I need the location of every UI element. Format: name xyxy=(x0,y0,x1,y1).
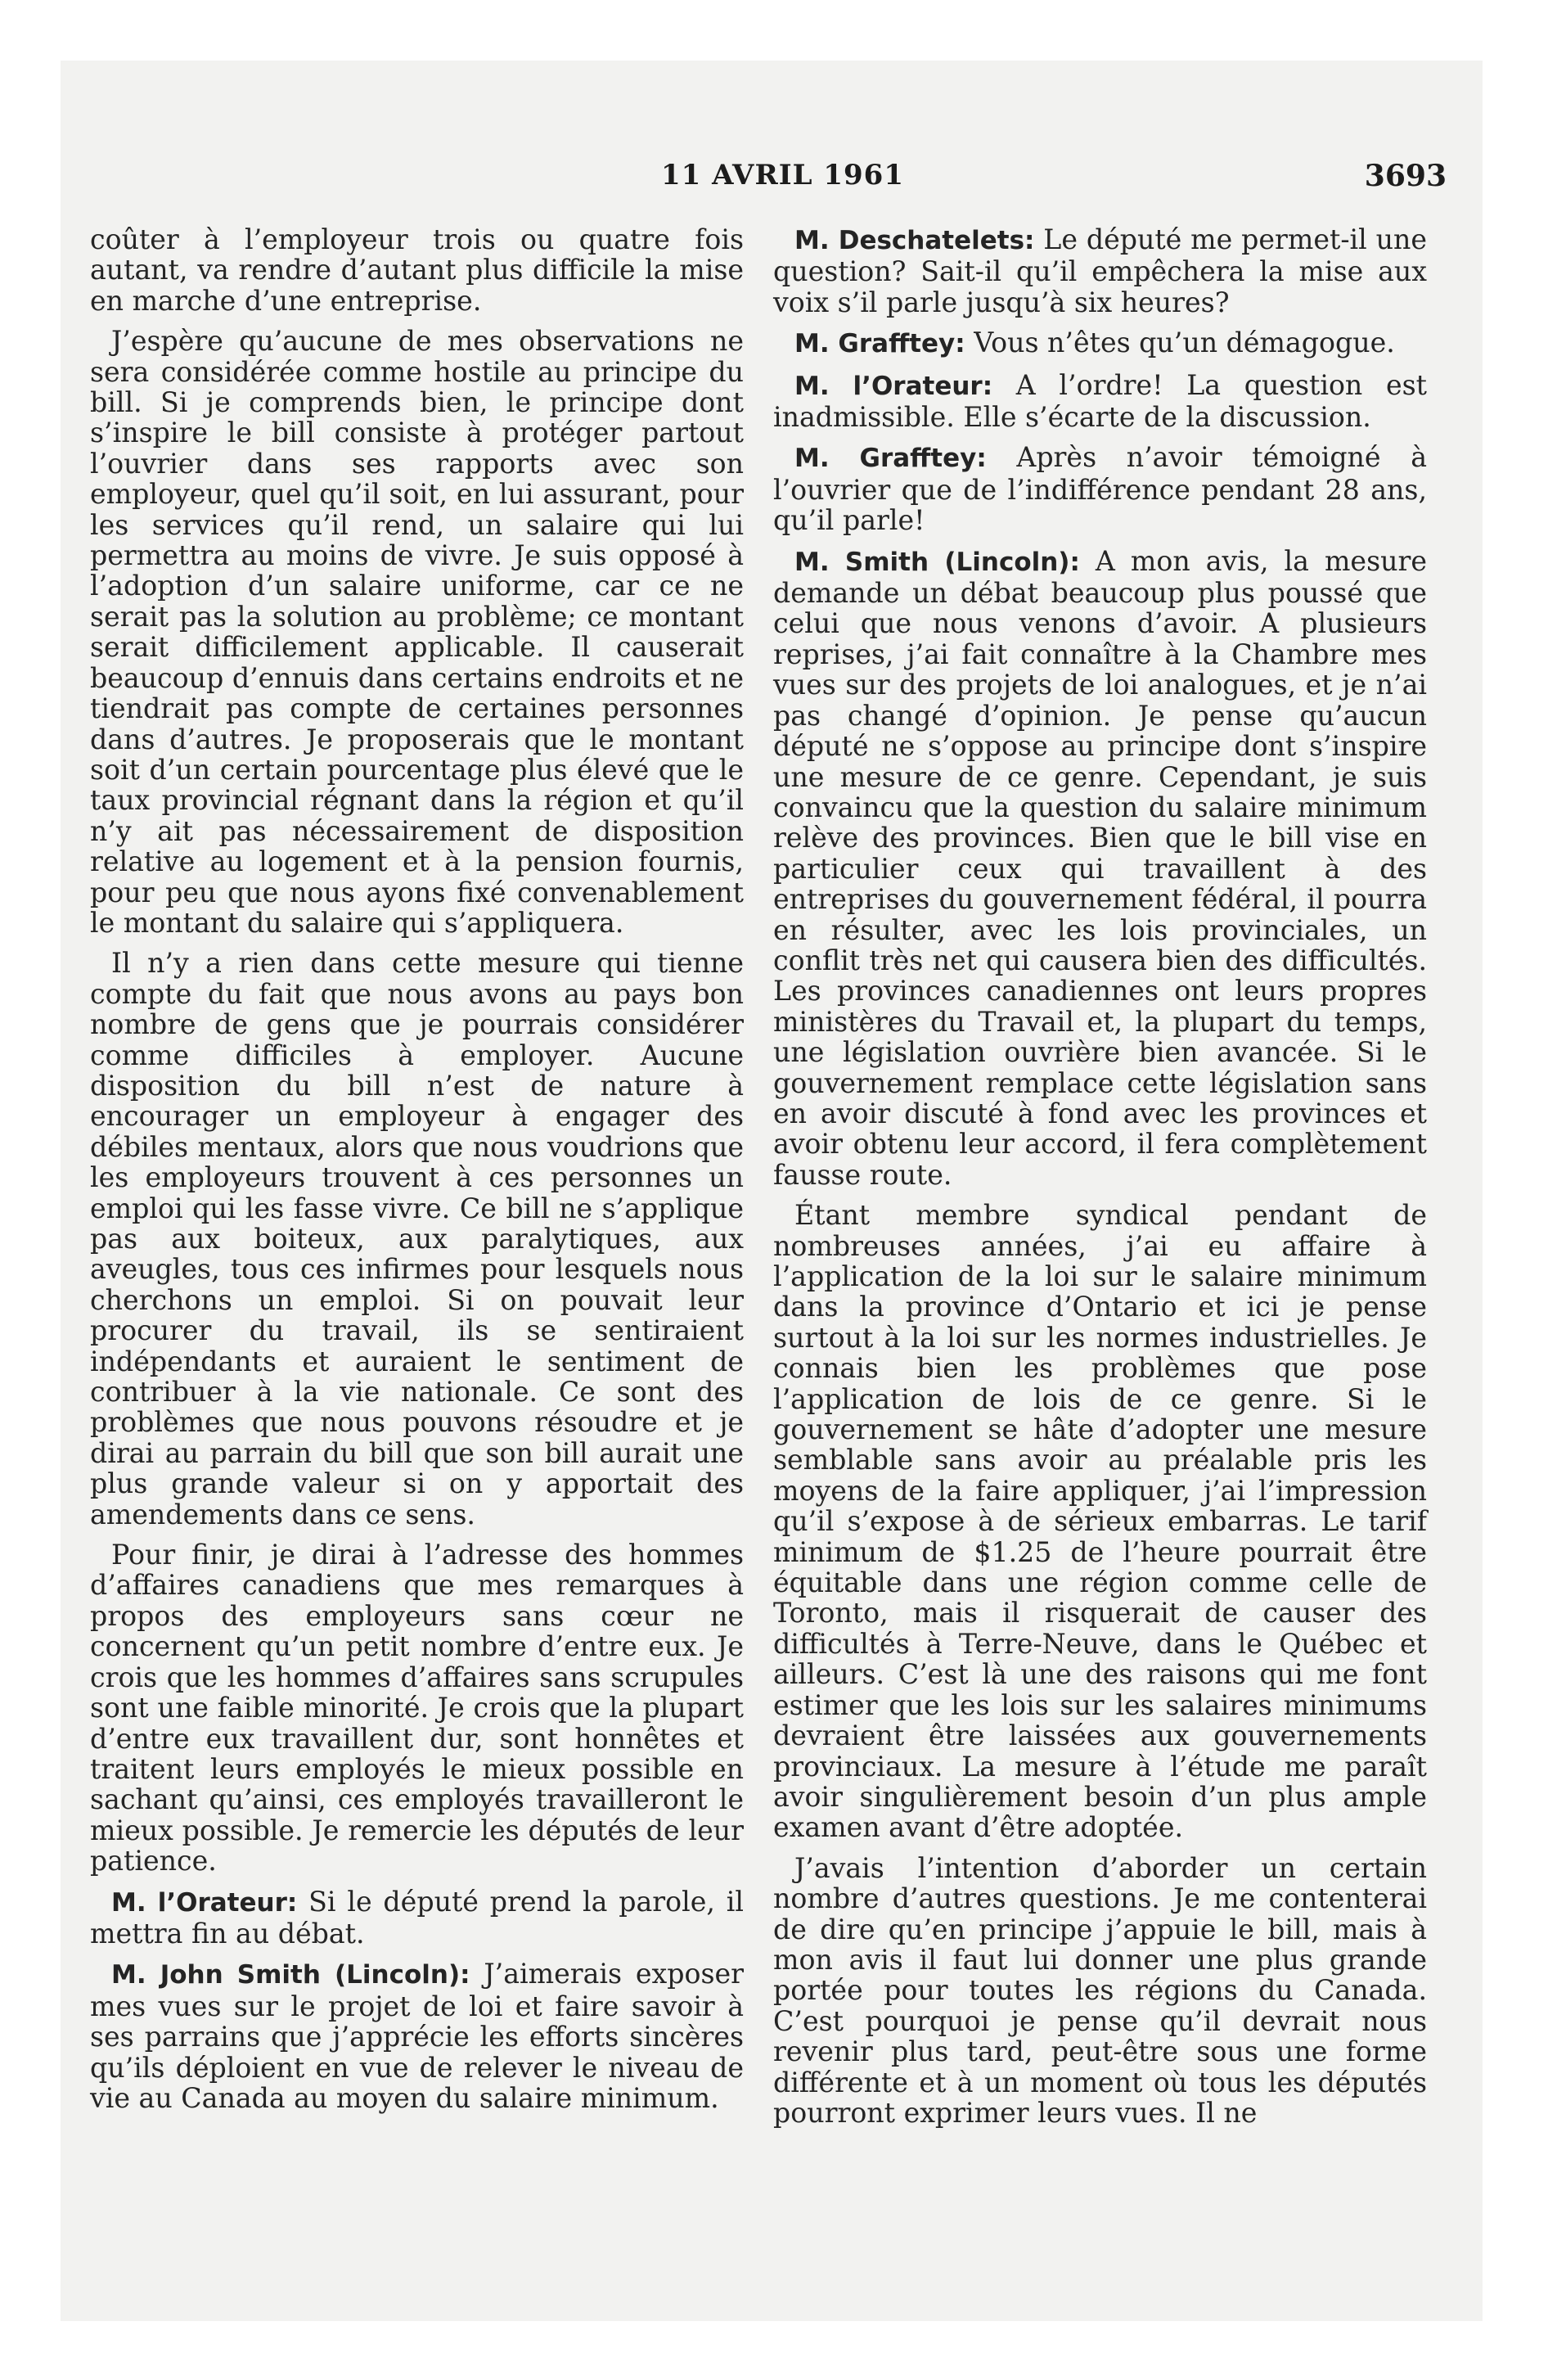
speech-text: Si le député prend la parole, il mettra fin au débat. xyxy=(90,1885,744,1950)
speech-paragraph xyxy=(773,327,1427,359)
paragraph: J’avais l’intention d’aborder un certain nombre d’autres questions. Je me contenterai de dire qu’en principe j’appuie le bill, mais à mon avis il faut lui donner une plus grande portée pour toutes les régions du Canada. C’est pourquoi je pense qu’il devrait nous revenir plus tard, peut-être sous une forme différente et à un moment où tous les députés pourront exprimer leurs vues. Il ne xyxy=(773,1851,1427,2129)
page-number: 3693 xyxy=(1364,159,1447,193)
page-header xyxy=(61,159,1483,208)
speech-text: A l’ordre! La question est inadmissible. Elle s’écarte de la discussion. xyxy=(773,368,1427,434)
speech-text: J’aimerais exposer mes vues sur le projet de loi et faire savoir à ses parrains que j’apprécie les efforts sincères qu’ils déploient en vue de relever le niveau de vie au Canada au moyen du salaire minimum. xyxy=(90,1958,744,2114)
scanned-page xyxy=(61,61,1483,2321)
speech-text: Après n’avoir témoigné à l’ouvrier que de l’indifférence pendant 28 ans, qu’il parle! xyxy=(773,441,1427,537)
speech-text: Le député me permet-il une question? Sait-il qu’il empêchera la mise aux voix s’il parle jusqu’à six heures? xyxy=(773,223,1427,318)
header-date: 11 AVRIL 1961 xyxy=(661,159,904,192)
speech-paragraph xyxy=(773,224,1427,318)
speaker-name: M. Grafftey: xyxy=(794,329,965,359)
left-column xyxy=(90,224,744,2123)
speech-paragraph xyxy=(773,546,1427,1191)
speech-paragraph xyxy=(90,1886,744,1950)
speaker-name: M. John Smith (Lincoln): xyxy=(111,1960,470,1990)
speech-paragraph xyxy=(773,442,1427,535)
paragraph: coûter à l’employeur trois ou quatre fois autant, va rendre d’autant plus difficile la mise en marche d’une entreprise. xyxy=(90,223,744,317)
paragraph: Pour finir, je dirai à l’adresse des hommes d’affaires canadiens que mes remarques à propos des employeurs sans cœur ne concernent qu’un petit nombre d’entre eux. Je crois que les hommes d’affaires sans scrupules sont une faible minorité. Je crois que la plupart d’entre eux travaillent dur, sont honnêtes et traitent leurs employés le mieux possible en sachant qu’ainsi, ces employés travailleront le mieux possible. Je remercie les députés de leur patience. xyxy=(90,1539,744,1877)
paragraph: Étant membre syndical pendant de nombreuses années, j’ai eu affaire à l’application de la loi sur le salaire minimum dans la province d’Ontario et ici je pense surtout à la loi sur les normes industrielles. Je connais bien les problèmes que pose l’application de lois de ce genre. Si le gouvernement se hâte d’adopter une mesure semblable sans avoir au préalable pris les moyens de la faire appliquer, j’ai l’impression qu’il s’expose à de sérieux embarras. Le tarif minimum de $1.25 de l’heure pourrait être équitable dans une région comme celle de Toronto, mais il risquerait de causer des difficultés à Terre-Neuve, dans le Québec et ailleurs. C’est là une des raisons qui me font estimer que les lois sur les salaires minimums devraient être laissées aux gouvernements provinciaux. La mesure à l’étude me paraît avoir singulièrement besoin d’un plus ample examen avant d’être adoptée. xyxy=(773,1199,1427,1844)
speaker-name: M. l’Orateur: xyxy=(794,371,993,401)
paragraph: Il n’y a rien dans cette mesure qui tienne compte du fait que nous avons au pays bon nombre de gens que je pourrais considérer comme difficiles à employer. Aucune disposition du bill n’est de nature à encourager un employeur à engager des débiles mentaux, alors que nous voudrions que les employeurs trouvent à ces personnes un emploi qui les fasse vivre. Ce bill ne s’applique pas aux boiteux, aux paralytiques, aux aveugles, tous ces infirmes pour lesquels nous cherchons un emploi. Si on pouvait leur procurer du travail, ils se sentiraient indépendants et auraient le sentiment de contribuer à la vie nationale. Ce sont des problèmes que nous pouvons résoudre et je dirai au parrain du bill que son bill aurait une plus grande valeur si on y apportait des amendements dans ce sens. xyxy=(90,947,744,1530)
speech-text: Vous n’êtes qu’un démagogue. xyxy=(965,327,1395,359)
speech-text: A mon avis, la mesure demande un débat beaucoup plus poussé que celui que nous venons d’avoir. A plusieurs reprises, j’ai fait connaître à la Chambre mes vues sur des projets de loi analogues, et je n’ai pas changé d’opinion. Je pense qu’aucun député ne s’oppose au principe dont s’inspire une mesure de ce genre. Cependant, je suis convaincu que la question du salaire minimum relève des provinces. Bien que le bill vise en particulier ceux qui travaillent à des entreprises du gouvernement fédéral, il pourra en résulter, avec les lois provinciales, un conflit très net qui causera bien des difficultés. Les provinces canadiennes ont leurs propres ministères du Travail et, la plupart du temps, une législation ouvrière bien avancée. Si le gouvernement remplace cette législation sans en avoir discuté à fond avec les provinces et avoir obtenu leur accord, il fera complètement fausse route. xyxy=(773,544,1427,1191)
speaker-name: M. Smith (Lincoln): xyxy=(794,547,1080,577)
paragraph: J’espère qu’aucune de mes observations ne sera considérée comme hostile au principe du bill. Si je comprends bien, le principe dont s’inspire le bill consiste à protéger partout l’ouvrier dans ses rapports avec son employeur, quel qu’il soit, en lui assurant, pour les services qu’il rend, un salaire qui lui permettra au moins de vivre. Je suis opposé à l’adoption d’un salaire uniforme, car ce ne serait pas la solution au problème; ce montant serait difficilement applicable. Il causerait beaucoup d’ennuis dans certains endroits et ne tiendrait pas compte de certaines personnes dans d’autres. Je proposerais que le montant soit d’un certain pourcentage plus élevé que le taux provincial régnant dans la région et qu’il n’y ait pas nécessairement de disposition relative au logement et à la pension fournis, pour peu que nous ayons fixé convenablement le montant du salaire qui s’appliquera. xyxy=(90,325,744,939)
speaker-name: M. Grafftey: xyxy=(794,444,987,474)
speaker-name: M. l’Orateur: xyxy=(111,1887,298,1918)
speech-paragraph xyxy=(773,370,1427,433)
right-column xyxy=(773,224,1427,2138)
speaker-name: M. Deschatelets: xyxy=(794,226,1035,255)
speech-paragraph xyxy=(90,1959,744,2113)
